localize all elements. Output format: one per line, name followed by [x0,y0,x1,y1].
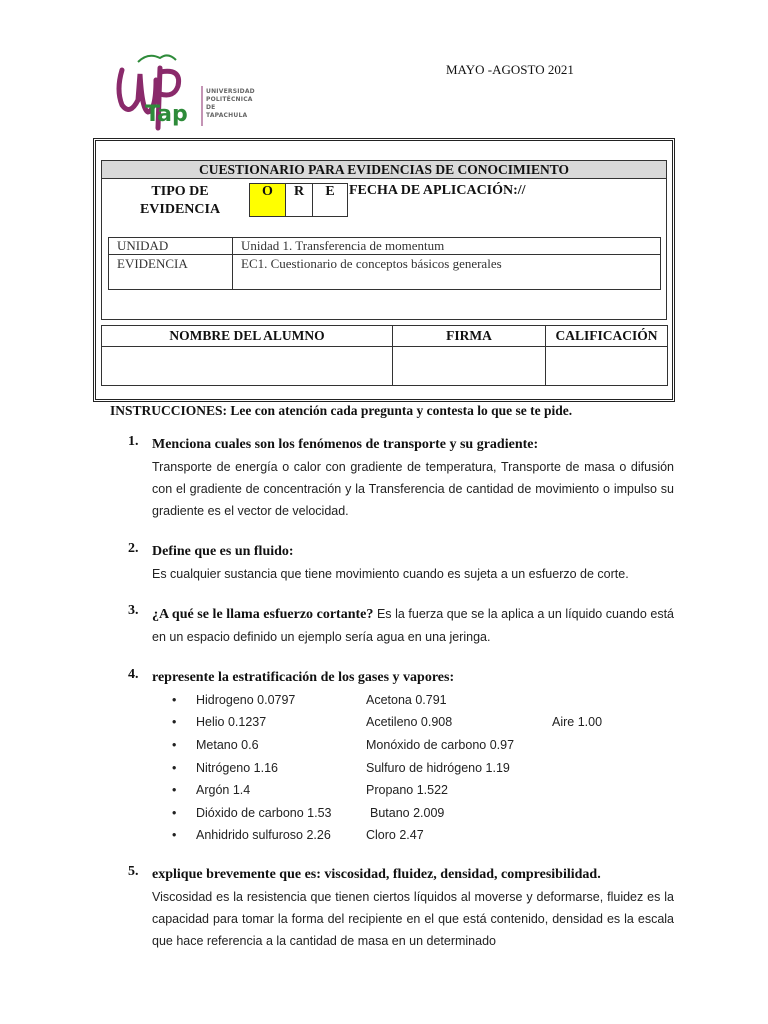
question-number: 1. [128,434,139,449]
gas-entry: Cloro 2.47 [366,828,424,842]
question-title: represente la estratificación de los gases y vapores: [152,670,455,685]
question-number: 3. [128,603,139,618]
unidad-label: UNIDAD [109,238,233,255]
question-title: Menciona cuales son los fenómenos de transporte y su gradiente: [152,437,539,452]
bullet-icon: • [172,693,177,707]
question-answer: Es la fuerza que se la aplica a un líquido cuando está en un espacio definido un ejemplo sería agua en una jeringa. [152,607,674,644]
question-title: explique brevemente que es: viscosidad, fluidez, densidad, compresibilidad. [152,867,601,882]
evidencia-value: EC1. Cuestionario de conceptos básicos generales [233,255,661,290]
evidence-cell-e: E [312,183,348,217]
bullet-icon: • [172,783,177,797]
nombre-alumno-header: NOMBRE DEL ALUMNO [102,326,393,347]
nombre-alumno-field[interactable] [102,347,393,386]
firma-field[interactable] [393,347,546,386]
question-number: 5. [128,864,139,879]
question-number: 4. [128,667,139,682]
question-answer: Viscosidad es la resistencia que tienen ciertos líquidos al moverse y deformarse, fluidez es la capacidad para tomar la forma del recipiente en el que está contenido, densidad es la escala que hace referencia a la cantidad de masa en un determinado [152,890,674,948]
gas-entry: Butano 2.009 [370,806,445,820]
question-answer: Es cualquier sustancia que tiene movimiento cuando es sujeta a un esfuerzo de corte. [152,567,629,581]
gas-entry: Acetileno 0.908 [366,715,453,729]
bullet-icon: • [172,738,177,752]
unidad-value: Unidad 1. Transferencia de momentum [233,238,661,255]
question-answer: Transporte de energía o calor con gradiente de temperatura, Transporte de masa o difusión con el gradiente de concentración y la Transferencia de cantidad de movimiento o impulso su gradiente es el vector de velocidad. [152,460,674,518]
gas-entry: Helio 0.1237 [196,715,267,729]
gas-entry: Hidrogeno 0.0797 [196,693,296,707]
question-number: 2. [128,541,139,556]
gas-entry: Acetona 0.791 [366,693,447,707]
bullet-icon: • [172,828,177,842]
bullet-icon: • [172,761,177,775]
question-title: Define que es un fluido: [152,544,294,559]
logo-university-name: UNIVERSIDAD POLITÉCNICA DE TAPACHULA [206,88,255,119]
gas-entry: Argón 1.4 [196,783,251,797]
evidence-cell-o: O [249,183,286,217]
question-2 [128,541,674,585]
gas-entry: Propano 1.522 [366,783,449,797]
tipo-evidencia-label: TIPO DE EVIDENCIA [139,184,221,217]
unit-evidence-table [108,237,661,290]
bullet-icon: • [172,806,177,820]
period-label: MAYO -AGOSTO 2021 [446,62,574,77]
bullet-icon: • [172,715,177,729]
gas-entry: Nitrógeno 1.16 [196,761,279,775]
gas-entry: Anhidrido sulfuroso 2.26 [196,828,331,842]
question-title: ¿A qué se le llama esfuerzo cortante? [152,607,374,622]
instructions: INSTRUCCIONES: Lee con atención cada pregunta y contesta lo que se te pide. [110,403,573,418]
student-table [101,325,668,386]
question-5 [128,864,674,952]
logo-text: Tap [145,102,188,127]
fecha-aplicacion-label: FECHA DE APLICACIÓN:// [349,183,526,198]
questionnaire-title: CUESTIONARIO PARA EVIDENCIAS DE CONOCIMIENTO [101,160,667,179]
calificacion-header: CALIFICACIÓN [546,326,668,347]
gas-entry: Aire 1.00 [552,715,603,729]
gas-entry: Metano 0.6 [196,738,259,752]
firma-header: FIRMA [393,326,546,347]
question-3 [128,603,674,648]
calificacion-field[interactable] [546,347,668,386]
gas-entry: Dióxido de carbono 1.53 [196,806,332,820]
gas-entry: Monóxido de carbono 0.97 [366,738,515,752]
evidence-cell-r: R [285,183,313,217]
question-1 [128,434,674,522]
gas-entry: Sulfuro de hidrógeno 1.19 [366,761,510,775]
question-4 [128,667,674,689]
evidencia-label: EVIDENCIA [109,255,233,290]
